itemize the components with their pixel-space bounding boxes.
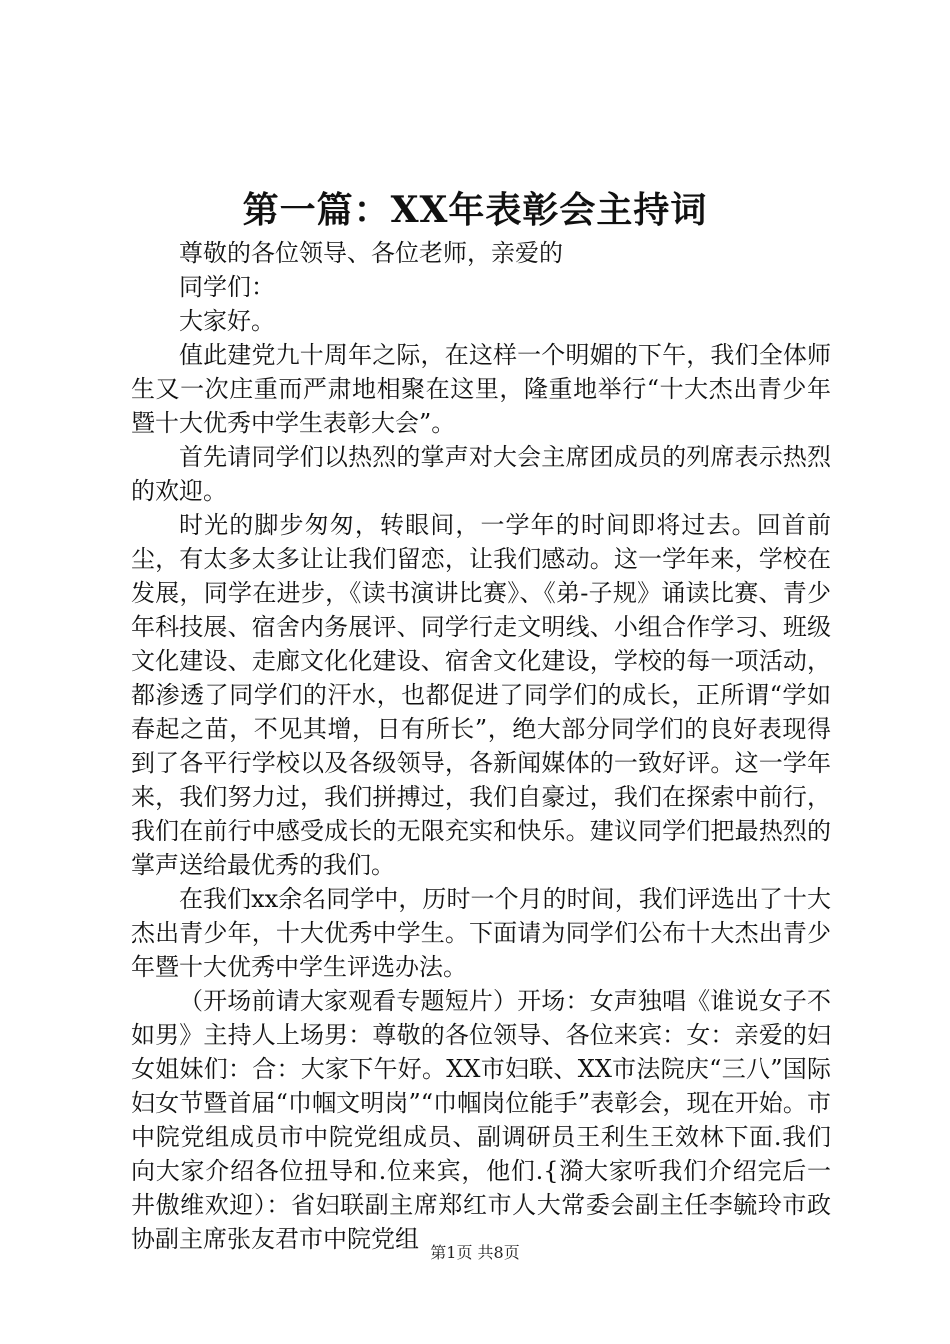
paragraph-welcome: 首先请同学们以热烈的掌声对大会主席团成员的列席表示热烈的欢迎。 (131, 443, 831, 505)
paragraph-ceremony: （开场前请大家观看专题短片）开场：女声独唱《谁说女子不如男》主持人上场男：尊敬的各位领导、各位来宾：女：亲爱的妇女姐妹们：合：大家下午好。XX市妇联、XX市法院庆“三八”国际妇女节暨首届“巾帼文明岗”“巾帼岗位能手”表彰会，现在开始。市中院党组成员市中院党组成员、副调研员王利生王效林下面.我们向大家介绍各位扭导和.位来宾，他们.{漪大家听我们介绍完后一井傲维欢迎）：省妇联副主席郑红市人大常委会副主任李毓玲市政协副主席张友君市中院党组 (131, 987, 831, 1253)
paragraph-hello: 大家好。 (179, 307, 275, 335)
paragraph-review: 时光的脚步匆匆，转眼间，一学年的时间即将过去。回首前尘，有太多太多让让我们留恋，让我们感动。这一学年来，学校在发展，同学在进步，《读书演讲比赛》、《弟-子规》诵读比赛、青少年科技展、宿舍内务展评、同学行走文明线、小组合作学习、班级文化建设、走廊文化化建设、宿舍文化建设，学校的每一项活动，都渗透了同学们的汗水，也都促进了同学们的成长，正所谓“学如春起之苗，不见其增，日有所长”，绝大部分同学们的良好表现得到了各平行学校以及各级领导，各新闻媒体的一致好评。这一学年来，我们努力过，我们拼搏过，我们自豪过，我们在探索中前行，我们在前行中感受成长的无限充实和快乐。建议同学们把最热烈的掌声送给最优秀的我们。 (131, 511, 831, 879)
document-title: 第一篇：XX年表彰会主持词 (242, 189, 708, 231)
paragraph-greeting-cont: 同学们： (179, 273, 275, 301)
paragraph-greeting: 尊敬的各位领导、各位老师，亲爱的 (179, 239, 563, 267)
document-body (131, 236, 831, 1256)
paragraph-opening: 值此建党九十周年之际，在这样一个明媚的下午，我们全体师生又一次庄重而严肃地相聚在这里，隆重地举行“十大杰出青少年暨十大优秀中学生表彰大会”。 (131, 341, 831, 437)
paragraph-selection: 在我们xx余名同学中，历时一个月的时间，我们评选出了十大杰出青少年，十大优秀中学生。下面请为同学们公布十大杰出青少年暨十大优秀中学生评选办法。 (131, 885, 831, 981)
page-footer: 第1页 共8页 (430, 1243, 520, 1262)
